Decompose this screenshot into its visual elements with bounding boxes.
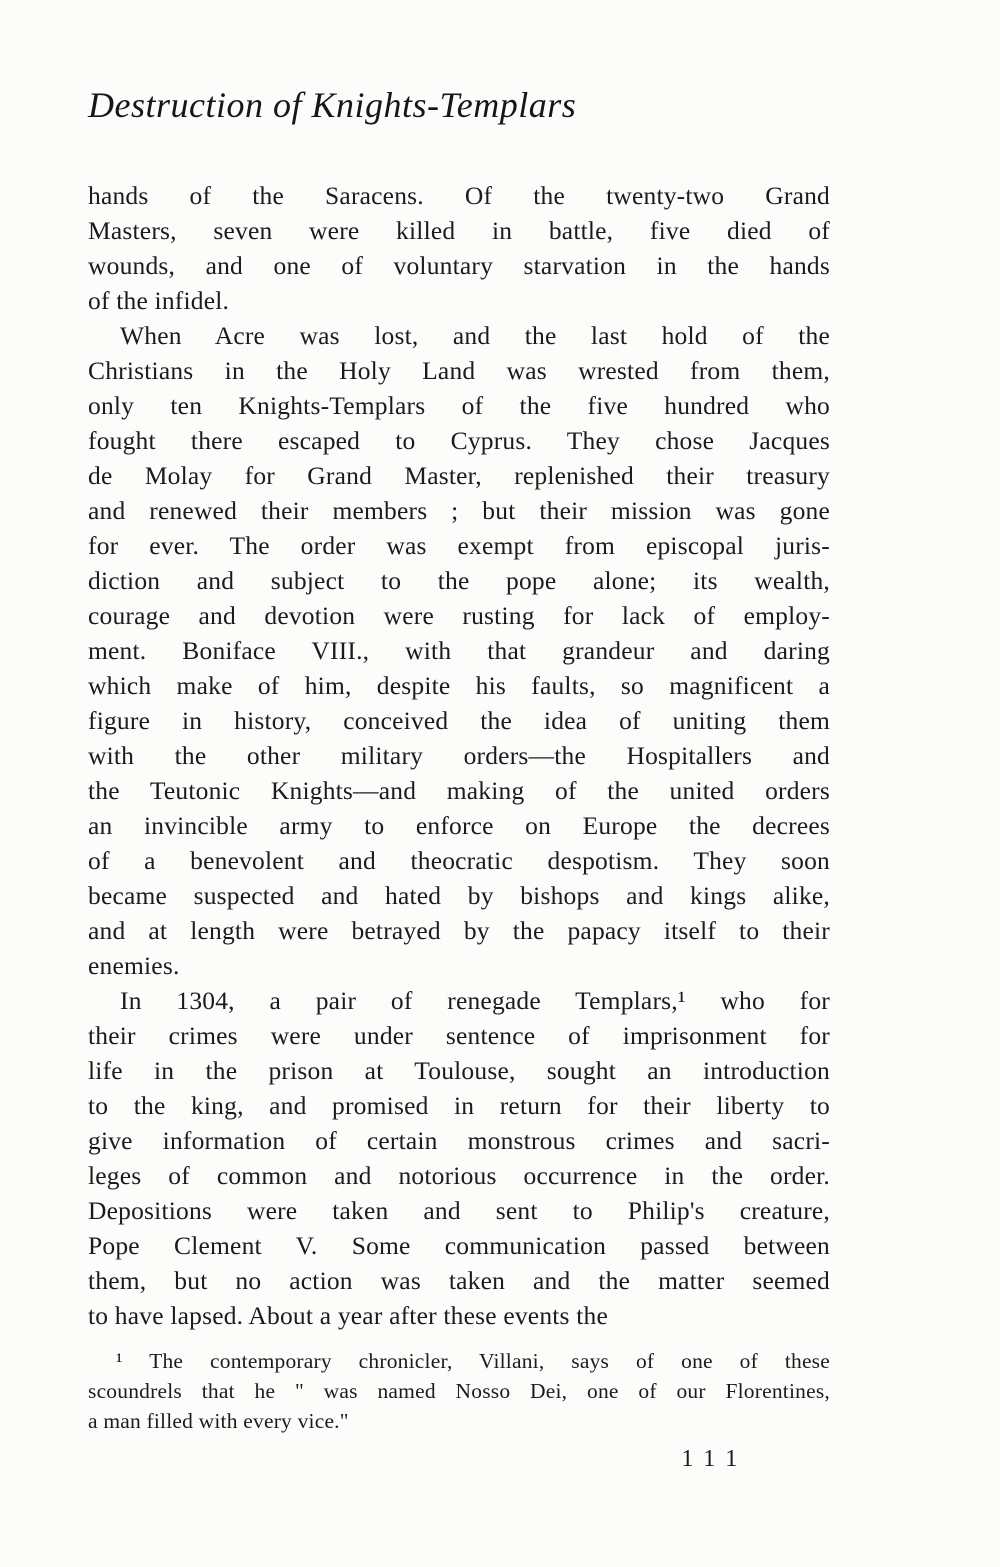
text-line: Christians in the Holy Land was wrested from them, (88, 356, 830, 385)
text-line: leges of common and notorious occurrence in the order. (88, 1161, 830, 1190)
text-line: which make of him, despite his faults, so magnificent a (88, 671, 830, 700)
text-line: hands of the Saracens. Of the twenty-two Grand (88, 181, 830, 210)
text-line: When Acre was lost, and the last hold of the (120, 321, 830, 350)
text-line: Pope Clement V. Some communication passed between (88, 1231, 830, 1260)
text-line: with the other military orders—the Hospitallers and (88, 741, 830, 770)
text-line: courage and devotion were rusting for lack of employ- (88, 601, 830, 630)
footnote-line: scoundrels that he " was named Nosso Dei, one of our Florentines, (88, 1379, 830, 1403)
text-line: them, but no action was taken and the matter seemed (88, 1266, 830, 1295)
paragraph (88, 178, 830, 318)
footnote-line: ¹ The contemporary chronicler, Villani, says of one of these (116, 1349, 830, 1373)
text-line: diction and subject to the pope alone; its wealth, (88, 566, 830, 595)
text-line: figure in history, conceived the idea of uniting them (88, 706, 830, 735)
text-line: for ever. The order was exempt from episcopal juris- (88, 531, 830, 560)
text-line: Depositions were taken and sent to Philip's creature, (88, 1196, 830, 1225)
text-line: give information of certain monstrous crimes and sacri- (88, 1126, 830, 1155)
text-line: ment. Boniface VIII., with that grandeur and daring (88, 636, 830, 665)
footnote (88, 1346, 830, 1436)
text-line: to have lapsed. About a year after these events the (88, 1301, 609, 1330)
text-line: only ten Knights-Templars of the five hundred who (88, 391, 830, 420)
text-line: and renewed their members ; but their mission was gone (88, 496, 830, 525)
text-line: In 1304, a pair of renegade Templars,¹ who for (120, 986, 830, 1015)
text-line: to the king, and promised in return for their liberty to (88, 1091, 830, 1120)
text-line: their crimes were under sentence of imprisonment for (88, 1021, 830, 1050)
paragraph (88, 318, 830, 983)
text-line: enemies. (88, 951, 180, 980)
text-line: de Molay for Grand Master, replenished their treasury (88, 461, 830, 490)
body-text (88, 178, 830, 1333)
text-line: of a benevolent and theocratic despotism. They soon (88, 846, 830, 875)
text-line: became suspected and hated by bishops and kings alike, (88, 881, 830, 910)
page-number: 111 (681, 1446, 748, 1472)
text-line: life in the prison at Toulouse, sought an introduction (88, 1056, 830, 1085)
text-line: wounds, and one of voluntary starvation in the hands (88, 251, 830, 280)
paragraph (88, 983, 830, 1333)
text-line: and at length were betrayed by the papacy itself to their (88, 916, 830, 945)
footnote-line: a man filled with every vice." (88, 1409, 349, 1433)
text-line: fought there escaped to Cyprus. They chose Jacques (88, 426, 830, 455)
text-line: the Teutonic Knights—and making of the united orders (88, 776, 830, 805)
text-line: of the infidel. (88, 286, 230, 315)
running-header: Destruction of Knights-Templars (88, 85, 577, 125)
text-line: an invincible army to enforce on Europe the decrees (88, 811, 830, 840)
text-line: Masters, seven were killed in battle, five died of (88, 216, 830, 245)
